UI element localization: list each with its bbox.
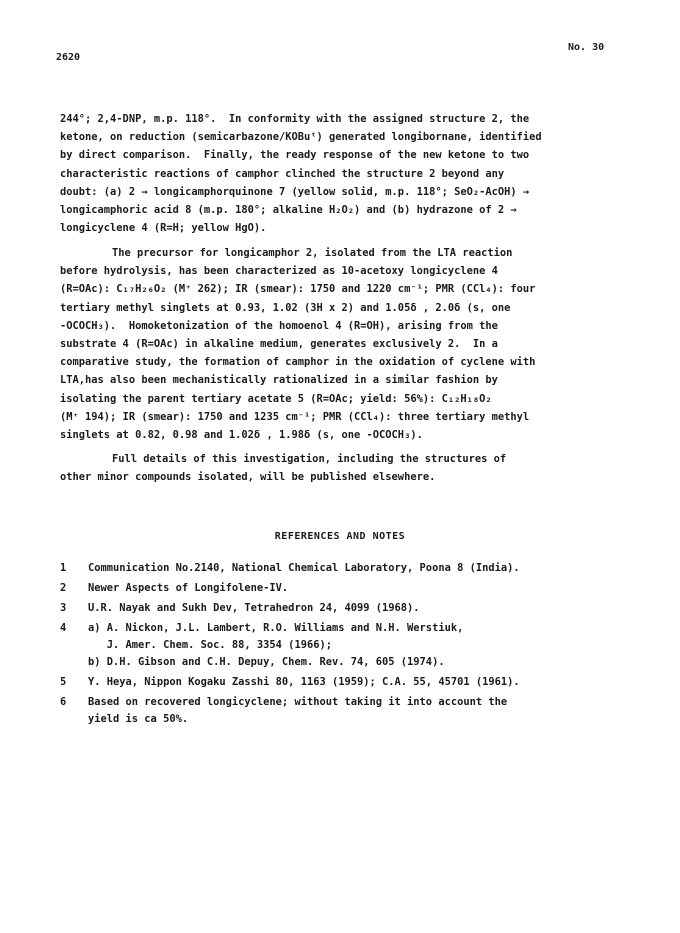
reference-text — [88, 560, 620, 577]
reference-item — [60, 560, 620, 577]
reference-line: U.R. Nayak and Sukh Dev, Tetrahedron 24, 4099 (1968). — [88, 602, 420, 614]
reference-text — [88, 674, 620, 691]
references-list — [60, 560, 620, 731]
text-line: LTA,has also been mechanistically rationalized in a similar fashion by — [60, 374, 498, 387]
text-line: (M⁺ 194); IR (smear): 1750 and 1235 cm⁻¹; PMR (CCl₄): three tertiary methyl — [60, 410, 530, 423]
issue-number: No. 30 — [568, 42, 605, 53]
reference-item — [60, 694, 620, 728]
reference-text — [88, 694, 620, 728]
text-line: ketone, on reduction (semicarbazone/KOBuᵗ) generated longibornane, identified — [60, 131, 542, 144]
text-line: tertiary methyl singlets at 0.93, 1.02 (3H x 2) and 1.05δ , 2.0δ (s, one — [60, 301, 511, 314]
reference-line: Based on recovered longicyclene; without taking it into account the — [88, 696, 508, 708]
reference-number: 6 — [60, 696, 67, 708]
paragraph-2 — [60, 244, 620, 444]
reference-text — [88, 580, 620, 597]
reference-number: 1 — [60, 562, 67, 574]
reference-line: Y. Heya, Nippon Kogaku Zasshi 80, 1163 (1959); C.A. 55, 45701 (1961). — [88, 676, 520, 688]
reference-line: Communication No.2140, National Chemical Laboratory, Poona 8 (India). — [88, 562, 520, 574]
reference-line: yield is ca 50%. — [88, 713, 189, 725]
text-line: isolating the parent tertiary acetate 5 (R=OAc; yield: 56%): C₁₂H₁₈O₂ — [60, 392, 492, 405]
reference-text — [88, 620, 620, 671]
reference-text — [88, 600, 620, 617]
paragraph-3 — [60, 450, 620, 486]
reference-line: a) A. Nickon, J.L. Lambert, R.O. Williams and N.H. Werstiuk, — [88, 622, 464, 634]
text-line: -OCOCH₃). Homoketonization of the homoenol 4 (R=OH), arising from the — [60, 319, 498, 332]
reference-item — [60, 600, 620, 617]
references-heading: REFERENCES AND NOTES — [274, 531, 406, 542]
text-line: The precursor for longicamphor 2, isolated from the LTA reaction — [112, 247, 513, 259]
page-number: 2620 — [56, 52, 81, 63]
text-line: by direct comparison. Finally, the ready response of the new ketone to two — [60, 149, 530, 162]
text-line: 244°; 2,4-DNP, m.p. 118°. In conformity with the assigned structure 2, the — [60, 113, 530, 125]
text-line: before hydrolysis, has been characterized as 10-acetoxy longicyclene 4 — [60, 265, 498, 278]
text-line: characteristic reactions of camphor clinched the structure 2 beyond any — [60, 167, 505, 180]
reference-line: J. Amer. Chem. Soc. 88, 3354 (1966); — [88, 639, 332, 651]
reference-item — [60, 620, 620, 671]
text-line: Full details of this investigation, including the structures of — [112, 453, 507, 465]
paragraph-1 — [60, 110, 620, 237]
text-line: (R=OAc): C₁₇H₂₆O₂ (M⁺ 262); IR (smear): 1750 and 1220 cm⁻¹; PMR (CCl₄): four — [60, 283, 536, 296]
text-line: doubt: (a) 2 → longicamphorquinone 7 (yellow solid, m.p. 118°; SeO₂-AcOH) → — [60, 185, 530, 198]
reference-item — [60, 674, 620, 691]
reference-line: Newer Aspects of Longifolene-IV. — [88, 582, 289, 594]
reference-number: 5 — [60, 676, 67, 688]
text-line: longicamphoric acid 8 (m.p. 180°; alkaline H₂O₂) and (b) hydrazone of 2 → — [60, 204, 517, 217]
reference-number: 3 — [60, 602, 67, 614]
text-line: substrate 4 (R=OAc) in alkaline medium, generates exclusively 2. In a — [60, 338, 498, 351]
reference-number: 2 — [60, 582, 67, 594]
reference-line: b) D.H. Gibson and C.H. Depuy, Chem. Rev. 74, 605 (1974). — [88, 656, 445, 668]
text-line: other minor compounds isolated, will be published elsewhere. — [60, 471, 436, 484]
text-line: singlets at 0.82, 0.98 and 1.02δ , 1.98δ (s, one -OCOCH₃). — [60, 429, 423, 442]
text-line: longicyclene 4 (R=H; yellow HgO). — [60, 222, 267, 235]
reference-item — [60, 580, 620, 597]
reference-number: 4 — [60, 622, 67, 634]
text-line: comparative study, the formation of camphor in the oxidation of cyclene with — [60, 356, 536, 369]
